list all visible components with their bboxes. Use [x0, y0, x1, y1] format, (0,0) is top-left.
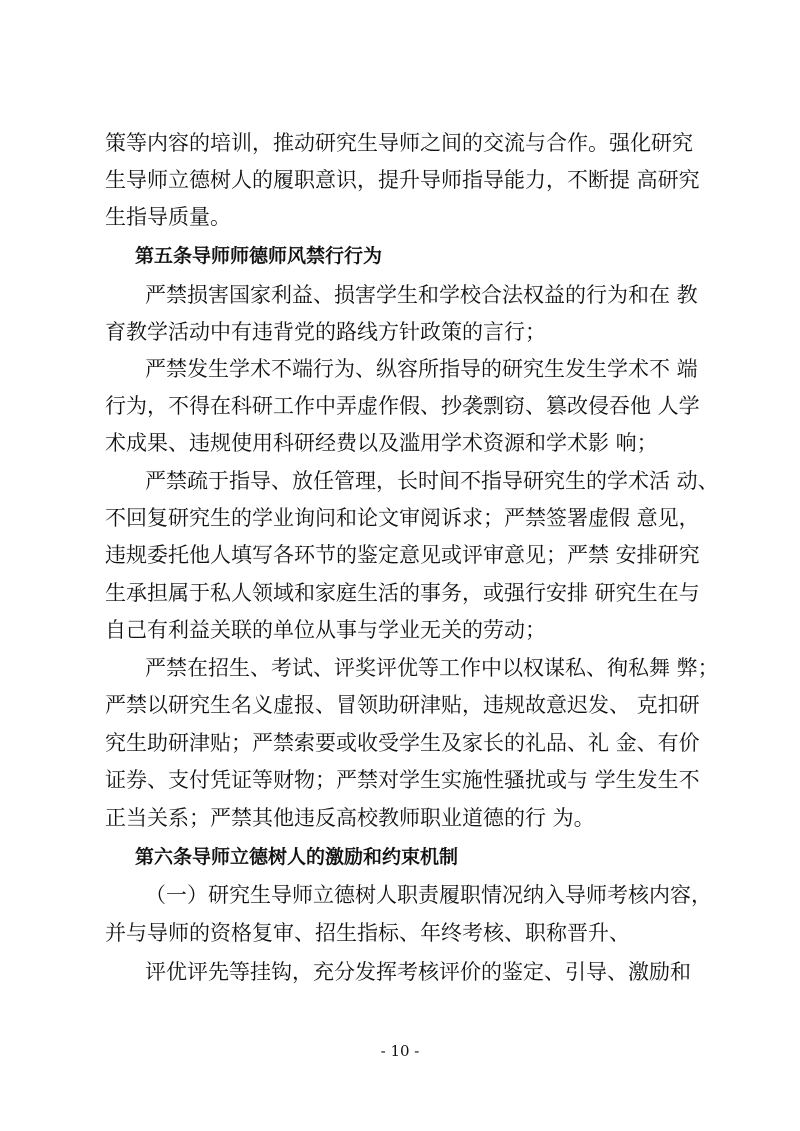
- body-text-line: 术成果、违规使用科研经费以及滥用学术资源和学术影 响；: [105, 431, 658, 455]
- body-text-line: 证券、支付凭证等财物；严禁对学生实施性骚扰或与 学生发生不: [105, 768, 700, 792]
- body-text-line: 严禁损害国家利益、损害学生和学校合法权益的行为和在 教: [145, 283, 698, 307]
- body-text-line: 严禁发生学术不端行为、纵容所指导的研究生发生学术不 端: [145, 357, 698, 381]
- article-heading: 第六条导师立德树人的激励和约束机制: [135, 846, 459, 868]
- body-text-line: 究生助研津贴；严禁索要或收受学生及家长的礼品、礼 金、有价: [105, 731, 700, 755]
- body-text-line: 自己有利益关联的单位从事与学业无关的劳动；: [105, 618, 546, 642]
- body-text-line: 并与导师的资格复审、招生指标、年终考核、职称晋升、: [105, 921, 630, 945]
- body-text-line: 正当关系；严禁其他违反高校教师职业道德的行 为。: [105, 806, 595, 830]
- body-text-line: 违规委托他人填写各环节的鉴定意见或评审意见；严禁 安排研究: [105, 543, 700, 567]
- body-text-line: 严禁疏于指导、放任管理，长时间不指导研究生的学术活 动、: [145, 469, 719, 493]
- body-text-line: （一）研究生导师立德树人职责履职情况纳入导师考核内容，: [145, 883, 712, 907]
- body-text-line: 生指导质量。: [105, 205, 231, 229]
- body-text-line: 策等内容的培训，推动研究生导师之间的交流与合作。强化研究: [105, 131, 693, 155]
- article-heading: 第五条导师师德师风禁行行为: [135, 245, 383, 267]
- body-text-line: 严禁以研究生名义虚报、冒领助研津贴，违规故意迟发、 克扣研: [105, 693, 700, 717]
- body-text-line: 育教学活动中有违背党的路线方针政策的言行；: [105, 320, 546, 344]
- body-text-line: 不回复研究生的学业询问和论文审阅诉求；严禁签署虚假 意见，: [105, 506, 700, 530]
- body-text-line: 生承担属于私人领域和家庭生活的事务，或强行安排 研究生在与: [105, 581, 700, 605]
- body-text-line: 生导师立德树人的履职意识，提升导师指导能力，不断提 高研究: [105, 168, 700, 192]
- page-number: - 10 -: [380, 1042, 420, 1060]
- body-text-line: 评优评先等挂钩，充分发挥考核评价的鉴定、引导、激励和: [145, 960, 691, 984]
- body-text-line: 严禁在招生、考试、评奖评优等工作中以权谋私、徇私舞 弊；: [145, 656, 719, 680]
- body-text-line: 行为，不得在科研工作中弄虚作假、抄袭剽窃、篡改侵吞他 人学: [105, 394, 700, 418]
